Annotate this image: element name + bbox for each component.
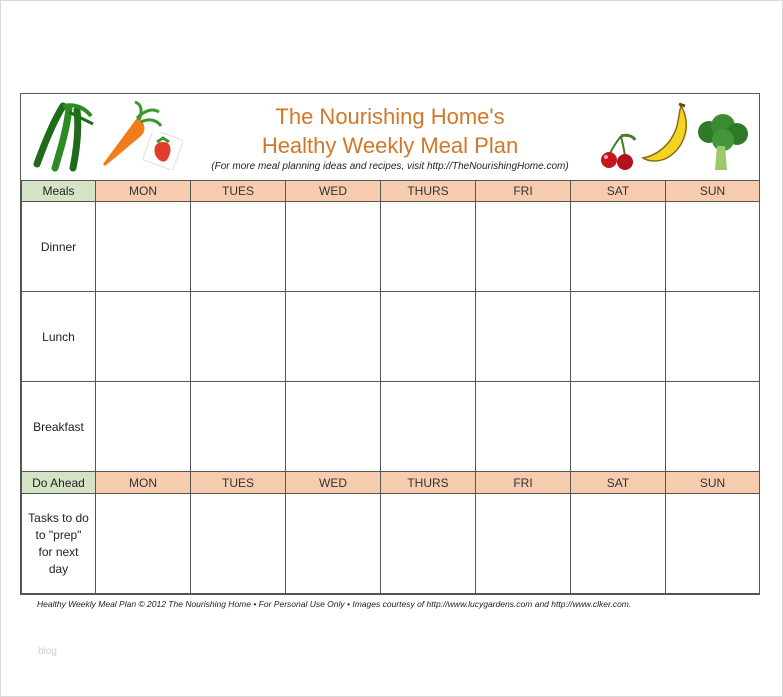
breakfast-sun-cell[interactable] [666,382,760,472]
meals-header: Meals [22,181,96,202]
tasks-label-line-4: day [48,561,69,576]
do-ahead-day-sat: SAT [571,472,666,494]
tasks-thurs-cell[interactable] [381,494,476,594]
breakfast-wed-cell[interactable] [286,382,381,472]
breakfast-sat-cell[interactable] [571,382,666,472]
watermark: blog [38,646,57,657]
header [21,94,759,180]
lunch-mon-cell[interactable] [96,292,191,382]
tasks-sat-cell[interactable] [571,494,666,594]
lunch-wed-cell[interactable] [286,292,381,382]
title-line-1: The Nourishing Home's [275,104,505,129]
banana-icon [641,102,693,166]
do-ahead-header: Do Ahead [22,472,96,494]
do-ahead-day-fri: FRI [476,472,571,494]
breakfast-row [22,382,760,472]
breakfast-thurs-cell[interactable] [381,382,476,472]
dinner-fri-cell[interactable] [476,202,571,292]
dinner-mon-cell[interactable] [96,202,191,292]
day-header-fri: FRI [476,181,571,202]
tasks-fri-cell[interactable] [476,494,571,594]
subtitle: (For more meal planning ideas and recipes, visit http://TheNourishingHome.com) [211,161,569,172]
row-label-lunch: Lunch [22,292,96,382]
dinner-sun-cell[interactable] [666,202,760,292]
dinner-row [22,202,760,292]
cherries-icon [599,132,639,170]
meal-plan-table [21,180,760,594]
lunch-thurs-cell[interactable] [381,292,476,382]
day-header-thurs: THURS [381,181,476,202]
breakfast-mon-cell[interactable] [96,382,191,472]
breakfast-tues-cell[interactable] [191,382,286,472]
day-header-mon: MON [96,181,191,202]
day-header-wed: WED [286,181,381,202]
tasks-row [22,494,760,594]
dinner-wed-cell[interactable] [286,202,381,292]
dinner-thurs-cell[interactable] [381,202,476,292]
do-ahead-day-tues: TUES [191,472,286,494]
dinner-sat-cell[interactable] [571,202,666,292]
do-ahead-day-wed: WED [286,472,381,494]
tasks-label-line-3: for next [38,544,79,559]
row-label-breakfast: Breakfast [22,382,96,472]
tasks-label-line-2: to "prep" [35,527,82,542]
title-line-2: Healthy Weekly Meal Plan [261,133,519,158]
lunch-tues-cell[interactable] [191,292,286,382]
lunch-sat-cell[interactable] [571,292,666,382]
tasks-sun-cell[interactable] [666,494,760,594]
tasks-tues-cell[interactable] [191,494,286,594]
lunch-fri-cell[interactable] [476,292,571,382]
meals-header-row [22,181,760,202]
lunch-row [22,292,760,382]
tasks-mon-cell[interactable] [96,494,191,594]
footer-credits: Healthy Weekly Meal Plan © 2012 The Nourishing Home • For Personal Use Only • Images courtesy of http://www.lucygardens.com and http://www.clker.com. [37,599,632,609]
tasks-label-line-1: Tasks to do [28,510,89,525]
dinner-tues-cell[interactable] [191,202,286,292]
day-header-tues: TUES [191,181,286,202]
do-ahead-day-mon: MON [96,472,191,494]
do-ahead-header-row [22,472,760,494]
day-header-sun: SUN [666,181,760,202]
breakfast-fri-cell[interactable] [476,382,571,472]
day-header-sat: SAT [571,181,666,202]
meal-plan-sheet [20,93,760,595]
broccoli-icon [695,114,749,172]
do-ahead-day-sun: SUN [666,472,760,494]
tasks-wed-cell[interactable] [286,494,381,594]
row-label-tasks [22,494,96,594]
do-ahead-day-thurs: THURS [381,472,476,494]
row-label-dinner: Dinner [22,202,96,292]
lunch-sun-cell[interactable] [666,292,760,382]
